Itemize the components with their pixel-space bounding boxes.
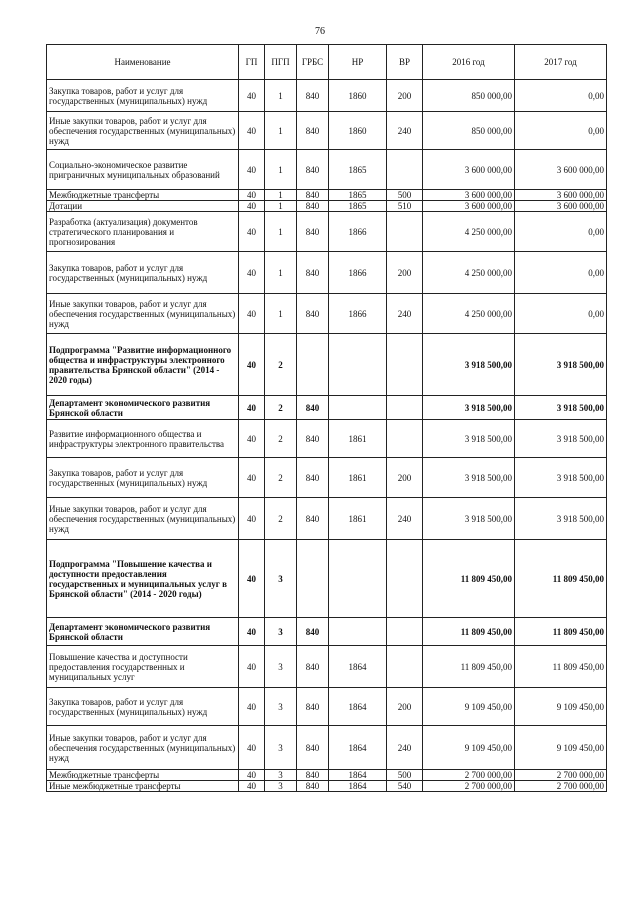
cell-2017: 3 918 500,00 xyxy=(515,458,607,498)
cell-vr xyxy=(387,646,423,688)
cell-nr: 1861 xyxy=(329,498,387,540)
cell-2017: 3 600 000,00 xyxy=(515,190,607,201)
cell-2017: 0,00 xyxy=(515,80,607,112)
cell-2016: 4 250 000,00 xyxy=(423,212,515,252)
cell-2017: 3 600 000,00 xyxy=(515,150,607,190)
cell-pgp: 3 xyxy=(265,646,297,688)
cell-name: Разработка (актуализация) документов стратегического планирования и прогнозирования xyxy=(47,212,239,252)
cell-pgp: 3 xyxy=(265,618,297,646)
cell-nr: 1860 xyxy=(329,80,387,112)
cell-2017: 0,00 xyxy=(515,294,607,334)
table-row xyxy=(47,252,607,294)
cell-gp: 40 xyxy=(239,458,265,498)
cell-gp: 40 xyxy=(239,498,265,540)
cell-2017: 11 809 450,00 xyxy=(515,618,607,646)
cell-name: Департамент экономического развития Брянской области xyxy=(47,618,239,646)
cell-nr: 1866 xyxy=(329,294,387,334)
cell-grbs: 840 xyxy=(297,396,329,420)
cell-2017: 2 700 000,00 xyxy=(515,781,607,792)
header-nr: НР xyxy=(329,45,387,80)
cell-pgp: 1 xyxy=(265,150,297,190)
cell-gp: 40 xyxy=(239,781,265,792)
cell-2017: 0,00 xyxy=(515,112,607,150)
cell-nr: 1860 xyxy=(329,112,387,150)
cell-2016: 11 809 450,00 xyxy=(423,646,515,688)
cell-grbs: 840 xyxy=(297,201,329,212)
table-row xyxy=(47,726,607,770)
table-row xyxy=(47,80,607,112)
cell-pgp: 2 xyxy=(265,334,297,396)
cell-pgp: 1 xyxy=(265,252,297,294)
cell-pgp: 2 xyxy=(265,420,297,458)
header-gp: ГП xyxy=(239,45,265,80)
cell-nr: 1864 xyxy=(329,646,387,688)
cell-nr: 1866 xyxy=(329,212,387,252)
cell-2016: 3 918 500,00 xyxy=(423,420,515,458)
table-row xyxy=(47,420,607,458)
cell-2016: 9 109 450,00 xyxy=(423,688,515,726)
cell-2016: 4 250 000,00 xyxy=(423,294,515,334)
cell-pgp: 2 xyxy=(265,458,297,498)
cell-2017: 9 109 450,00 xyxy=(515,726,607,770)
cell-2016: 3 600 000,00 xyxy=(423,150,515,190)
cell-name: Закупка товаров, работ и услуг для государственных (муниципальных) нужд xyxy=(47,458,239,498)
cell-2016: 3 918 500,00 xyxy=(423,396,515,420)
cell-grbs: 840 xyxy=(297,112,329,150)
cell-grbs: 840 xyxy=(297,770,329,781)
cell-vr xyxy=(387,150,423,190)
cell-vr: 540 xyxy=(387,781,423,792)
cell-gp: 40 xyxy=(239,201,265,212)
cell-gp: 40 xyxy=(239,646,265,688)
cell-2016: 3 918 500,00 xyxy=(423,458,515,498)
cell-2017: 0,00 xyxy=(515,212,607,252)
cell-nr xyxy=(329,618,387,646)
table-row xyxy=(47,294,607,334)
table-row xyxy=(47,498,607,540)
cell-name: Департамент экономического развития Брянской области xyxy=(47,396,239,420)
cell-vr xyxy=(387,420,423,458)
cell-2017: 3 918 500,00 xyxy=(515,498,607,540)
cell-vr: 240 xyxy=(387,726,423,770)
cell-name: Закупка товаров, работ и услуг для государственных (муниципальных) нужд xyxy=(47,688,239,726)
cell-name: Развитие информационного общества и инфраструктуры электронного правительства xyxy=(47,420,239,458)
cell-nr xyxy=(329,334,387,396)
cell-pgp: 3 xyxy=(265,781,297,792)
cell-grbs: 840 xyxy=(297,781,329,792)
cell-gp: 40 xyxy=(239,688,265,726)
cell-2017: 0,00 xyxy=(515,252,607,294)
budget-table xyxy=(46,44,607,792)
cell-name: Межбюджетные трансферты xyxy=(47,190,239,201)
table-row xyxy=(47,334,607,396)
cell-2017: 3 600 000,00 xyxy=(515,201,607,212)
cell-vr: 240 xyxy=(387,294,423,334)
cell-gp: 40 xyxy=(239,334,265,396)
cell-nr: 1864 xyxy=(329,781,387,792)
cell-2016: 850 000,00 xyxy=(423,112,515,150)
cell-vr: 200 xyxy=(387,458,423,498)
cell-grbs: 840 xyxy=(297,212,329,252)
cell-vr: 510 xyxy=(387,201,423,212)
cell-2016: 9 109 450,00 xyxy=(423,726,515,770)
table-row xyxy=(47,646,607,688)
cell-vr: 200 xyxy=(387,252,423,294)
cell-name: Иные закупки товаров, работ и услуг для обеспечения государственных (муниципальных) нужд xyxy=(47,112,239,150)
cell-name: Закупка товаров, работ и услуг для государственных (муниципальных) нужд xyxy=(47,252,239,294)
cell-grbs: 840 xyxy=(297,646,329,688)
cell-nr: 1864 xyxy=(329,726,387,770)
cell-name: Социально-экономическое развитие приграничных муниципальных образований xyxy=(47,150,239,190)
cell-name: Иные закупки товаров, работ и услуг для обеспечения государственных (муниципальных) нужд xyxy=(47,294,239,334)
cell-name: Закупка товаров, работ и услуг для государственных (муниципальных) нужд xyxy=(47,80,239,112)
table-row xyxy=(47,201,607,212)
cell-nr xyxy=(329,396,387,420)
cell-grbs: 840 xyxy=(297,498,329,540)
cell-vr xyxy=(387,334,423,396)
cell-gp: 40 xyxy=(239,618,265,646)
cell-name: Повышение качества и доступности предоставления государственных и муниципальных услуг xyxy=(47,646,239,688)
cell-vr: 240 xyxy=(387,498,423,540)
cell-nr: 1865 xyxy=(329,190,387,201)
cell-pgp: 1 xyxy=(265,212,297,252)
cell-2016: 3 918 500,00 xyxy=(423,498,515,540)
table-row xyxy=(47,190,607,201)
table-row xyxy=(47,618,607,646)
cell-gp: 40 xyxy=(239,540,265,618)
cell-gp: 40 xyxy=(239,80,265,112)
cell-vr: 200 xyxy=(387,80,423,112)
cell-grbs: 840 xyxy=(297,458,329,498)
cell-2017: 3 918 500,00 xyxy=(515,334,607,396)
cell-gp: 40 xyxy=(239,396,265,420)
cell-nr: 1864 xyxy=(329,688,387,726)
cell-pgp: 3 xyxy=(265,770,297,781)
cell-2017: 3 918 500,00 xyxy=(515,396,607,420)
cell-vr: 500 xyxy=(387,190,423,201)
header-vr: ВР xyxy=(387,45,423,80)
cell-gp: 40 xyxy=(239,212,265,252)
cell-grbs: 840 xyxy=(297,726,329,770)
cell-vr xyxy=(387,396,423,420)
cell-grbs: 840 xyxy=(297,150,329,190)
cell-vr xyxy=(387,212,423,252)
cell-gp: 40 xyxy=(239,770,265,781)
cell-nr: 1866 xyxy=(329,252,387,294)
cell-nr: 1865 xyxy=(329,150,387,190)
cell-name: Межбюджетные трансферты xyxy=(47,770,239,781)
header-row xyxy=(47,45,607,80)
cell-grbs: 840 xyxy=(297,252,329,294)
cell-2017: 9 109 450,00 xyxy=(515,688,607,726)
cell-gp: 40 xyxy=(239,726,265,770)
table-row xyxy=(47,781,607,792)
cell-vr: 200 xyxy=(387,688,423,726)
cell-grbs xyxy=(297,540,329,618)
cell-grbs: 840 xyxy=(297,688,329,726)
cell-gp: 40 xyxy=(239,252,265,294)
cell-pgp: 2 xyxy=(265,498,297,540)
table-row xyxy=(47,688,607,726)
cell-2016: 850 000,00 xyxy=(423,80,515,112)
table-row xyxy=(47,150,607,190)
header-name: Наименование xyxy=(47,45,239,80)
cell-name: Подпрограмма "Повышение качества и доступности предоставления государственных и муниципальных услуг в Брянской области" (2014 - 2020 годы) xyxy=(47,540,239,618)
cell-grbs: 840 xyxy=(297,294,329,334)
header-grbs: ГРБС xyxy=(297,45,329,80)
table-row xyxy=(47,112,607,150)
cell-grbs: 840 xyxy=(297,618,329,646)
cell-name: Дотации xyxy=(47,201,239,212)
cell-name: Подпрограмма "Развитие информационного общества и инфраструктуры электронного правительства Брянской области" (2014 - 2020 годы) xyxy=(47,334,239,396)
cell-vr xyxy=(387,618,423,646)
cell-2016: 2 700 000,00 xyxy=(423,781,515,792)
cell-name: Иные межбюджетные трансферты xyxy=(47,781,239,792)
cell-pgp: 1 xyxy=(265,112,297,150)
cell-name: Иные закупки товаров, работ и услуг для обеспечения государственных (муниципальных) нужд xyxy=(47,726,239,770)
cell-gp: 40 xyxy=(239,294,265,334)
header-pgp: ПГП xyxy=(265,45,297,80)
table-body xyxy=(47,80,607,792)
cell-2017: 3 918 500,00 xyxy=(515,420,607,458)
cell-nr: 1864 xyxy=(329,770,387,781)
cell-pgp: 3 xyxy=(265,688,297,726)
table-row xyxy=(47,212,607,252)
cell-name: Иные закупки товаров, работ и услуг для обеспечения государственных (муниципальных) нужд xyxy=(47,498,239,540)
table-row xyxy=(47,458,607,498)
cell-gp: 40 xyxy=(239,112,265,150)
header-2016: 2016 год xyxy=(423,45,515,80)
cell-grbs: 840 xyxy=(297,420,329,458)
cell-2016: 3 918 500,00 xyxy=(423,334,515,396)
cell-vr: 500 xyxy=(387,770,423,781)
header-2017: 2017 год xyxy=(515,45,607,80)
table-row xyxy=(47,540,607,618)
cell-nr: 1861 xyxy=(329,420,387,458)
cell-pgp: 1 xyxy=(265,201,297,212)
cell-nr: 1861 xyxy=(329,458,387,498)
cell-grbs xyxy=(297,334,329,396)
table-row xyxy=(47,770,607,781)
cell-2016: 2 700 000,00 xyxy=(423,770,515,781)
cell-pgp: 1 xyxy=(265,190,297,201)
cell-2016: 3 600 000,00 xyxy=(423,201,515,212)
cell-2017: 2 700 000,00 xyxy=(515,770,607,781)
cell-gp: 40 xyxy=(239,420,265,458)
cell-pgp: 3 xyxy=(265,540,297,618)
cell-nr xyxy=(329,540,387,618)
cell-gp: 40 xyxy=(239,150,265,190)
cell-2016: 11 809 450,00 xyxy=(423,618,515,646)
cell-2016: 11 809 450,00 xyxy=(423,540,515,618)
cell-2016: 4 250 000,00 xyxy=(423,252,515,294)
cell-gp: 40 xyxy=(239,190,265,201)
cell-grbs: 840 xyxy=(297,80,329,112)
page-number: 76 xyxy=(315,26,325,37)
cell-pgp: 1 xyxy=(265,294,297,334)
cell-pgp: 1 xyxy=(265,80,297,112)
cell-nr: 1865 xyxy=(329,201,387,212)
cell-2016: 3 600 000,00 xyxy=(423,190,515,201)
cell-2017: 11 809 450,00 xyxy=(515,646,607,688)
cell-vr: 240 xyxy=(387,112,423,150)
cell-pgp: 2 xyxy=(265,396,297,420)
table-row xyxy=(47,396,607,420)
cell-vr xyxy=(387,540,423,618)
cell-2017: 11 809 450,00 xyxy=(515,540,607,618)
cell-grbs: 840 xyxy=(297,190,329,201)
cell-pgp: 3 xyxy=(265,726,297,770)
